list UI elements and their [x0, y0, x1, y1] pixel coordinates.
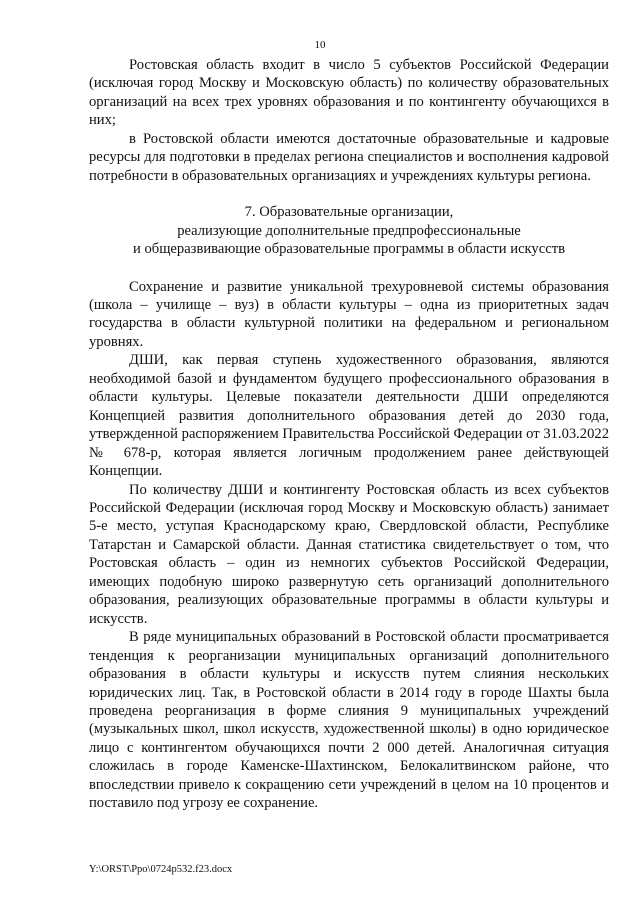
section-heading-line: 7. Образовательные организации, — [244, 204, 454, 221]
section-heading-line: реализующие дополнительные предпрофессиональные — [177, 222, 521, 239]
paragraph: По количеству ДШИ и контингенту Ростовская область из всех субъектов Российской Федерации (исключая город Москву и Московскую область) занимает 5-е место, уступая Краснодарскому краю, Свердловской области, Республике Татарстан и Самарской области. Данная статистика свидетельствует о том, что Ростовская область – один из немногих субъектов Российской Федерации, имеющих подобную широко развернутую сеть организаций дополнительного образования, реализующих образовательные программы в области культуры и искусств. — [89, 481, 609, 627]
paragraph: в Ростовской области имеются достаточные образовательные и кадровые ресурсы для подготовки в пределах региона специалистов и восполнения кадровой потребности в образовательных организациях и учреждениях культуры региона. — [89, 130, 609, 184]
paragraph: Ростовская область входит в число 5 субъектов Российской Федерации (исключая город Москву и Московскую область) по количеству образовательных организаций на всех трех уровнях образования и по контингенту обучающихся в них; — [89, 57, 609, 129]
page-number: 10 — [314, 39, 326, 51]
paragraph: ДШИ, как первая ступень художественного образования, являются необходимой базой и фундаментом будущего профессионального образования в области культуры. Целевые показатели деятельности ДШИ определяются Концепцией развития дополнительного образования детей до 2030 года, утвержденной распоряжением Правительства Российской Федерации от 31.03.2022 № 678-р, которая является логичным продолжением ранее действующей Концепции. — [89, 352, 609, 480]
document-body — [89, 56, 609, 813]
paragraph: В ряде муниципальных образований в Ростовской области просматривается тенденция к реорганизации муниципальных организаций дополнительного образования в области культуры и искусств путем слияния нескольких юридических лиц. Так, в Ростовской области в 2014 году в городе Шахты была проведена реорганизация в форме слияния 9 муниципальных учреждений (музыкальных школ, школ искусств, художественной школы) в одно юридическое лицо с контингентом обучающихся почти 2 000 детей. Аналогичная ситуация сложилась в городе Каменске-Шахтинском, Белокалитвинском районе, что впоследствии привело к сокращению сети учреждений в целом на 10 процентов и поставило под угрозу ее сохранение. — [89, 629, 609, 812]
footer-file-path: Y:\ORST\Ppo\0724p532.f23.docx — [89, 864, 233, 875]
section-heading — [89, 203, 609, 258]
section-heading-line: и общеразвивающие образовательные программы в области искусств — [133, 241, 565, 258]
paragraph: Сохранение и развитие уникальной трехуровневой системы образования (школа – училище – вуз) в области культуры – одна из приоритетных задач государства в области культурной политики на федеральном и региональном уровнях. — [89, 278, 609, 350]
